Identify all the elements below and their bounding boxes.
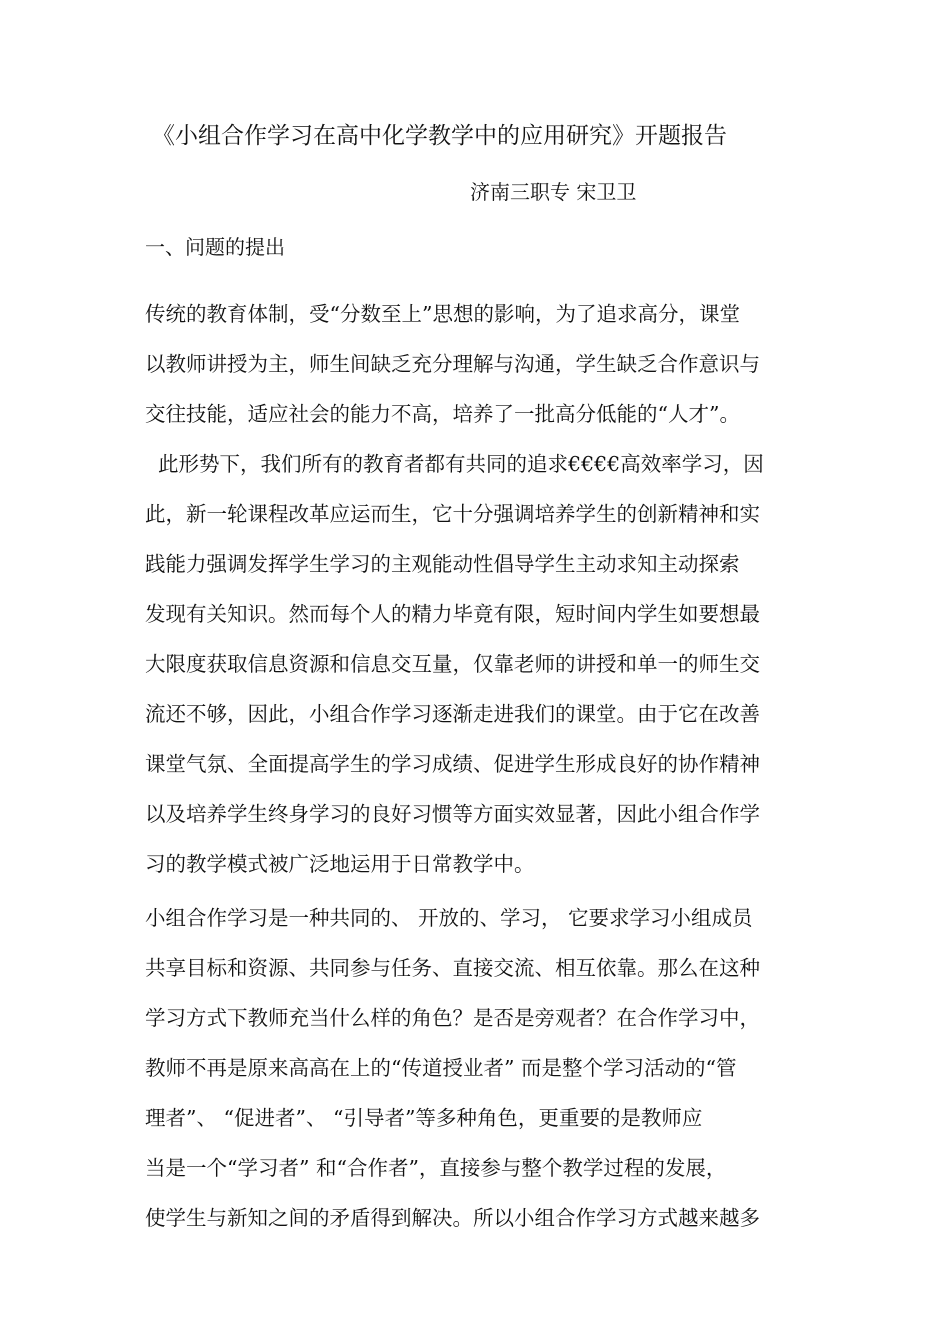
paragraph-line: 流还不够，因此，小组合作学习逐渐走进我们的课堂。由于它在改善 xyxy=(145,702,760,726)
document-author: 济南三职专 宋卫卫 xyxy=(470,180,637,204)
paragraph-line: 课堂气氛、全面提高学生的学习成绩、促进学生形成良好的协作精神 xyxy=(145,752,760,776)
paragraph-line: 此，新一轮课程改革应运而生，它十分强调培养学生的创新精神和实 xyxy=(145,502,760,526)
paragraph-line: 发现有关知识。然而每个人的精力毕竟有限，短时间内学生如要想最 xyxy=(145,602,760,626)
paragraph-line: 共享目标和资源、共同参与任务、直接交流、相互依靠。那么在这种 xyxy=(145,956,760,980)
paragraph-line: 小组合作学习是一种共同的、 开放的、学习， 它要求学习小组成员 xyxy=(145,906,753,930)
document-title: 《小组合作学习在高中化学教学中的应用研究》开题报告 xyxy=(152,123,727,149)
paragraph-line: 传统的教育体制，受“分数至上”思想的影响，为了追求高分，课堂 xyxy=(145,302,740,326)
paragraph-line: 此形势下，我们所有的教育者都有共同的追求€€€€高效率学习，因 xyxy=(145,452,764,476)
paragraph-line: 大限度获取信息资源和信息交互量，仅靠老师的讲授和单一的师生交 xyxy=(145,652,760,676)
paragraph-line: 使学生与新知之间的矛盾得到解决。所以小组合作学习方式越来越多 xyxy=(145,1206,760,1230)
paragraph-line: 以及培养学生终身学习的良好习惯等方面实效显著，因此小组合作学 xyxy=(145,802,760,826)
paragraph-line: 理者”、 “促进者”、 “引导者”等多种角色，更重要的是教师应 xyxy=(145,1106,703,1130)
paragraph-line: 交往技能，适应社会的能力不高，培养了一批高分低能的“人才”。 xyxy=(145,402,740,426)
paragraph-line: 当是一个“学习者” 和“合作者”，直接参与整个教学过程的发展， xyxy=(145,1156,727,1180)
section-heading: 一、问题的提出 xyxy=(145,235,285,259)
paragraph-line: 教师不再是原来高高在上的“传道授业者” 而是整个学习活动的“管 xyxy=(145,1056,737,1080)
paragraph-line: 习的教学模式被广泛地运用于日常教学中。 xyxy=(145,852,535,876)
paragraph-line: 学习方式下教师充当什么样的角色？是否是旁观者？在合作学习中， xyxy=(145,1006,760,1030)
paragraph-2 xyxy=(145,893,818,1243)
paragraph-line: 践能力强调发挥学生学习的主观能动性倡导学生主动求知主动探索 xyxy=(145,552,740,576)
paragraph-line: 以教师讲授为主，师生间缺乏充分理解与沟通，学生缺乏合作意识与 xyxy=(145,352,760,376)
paragraph-1 xyxy=(145,289,818,889)
